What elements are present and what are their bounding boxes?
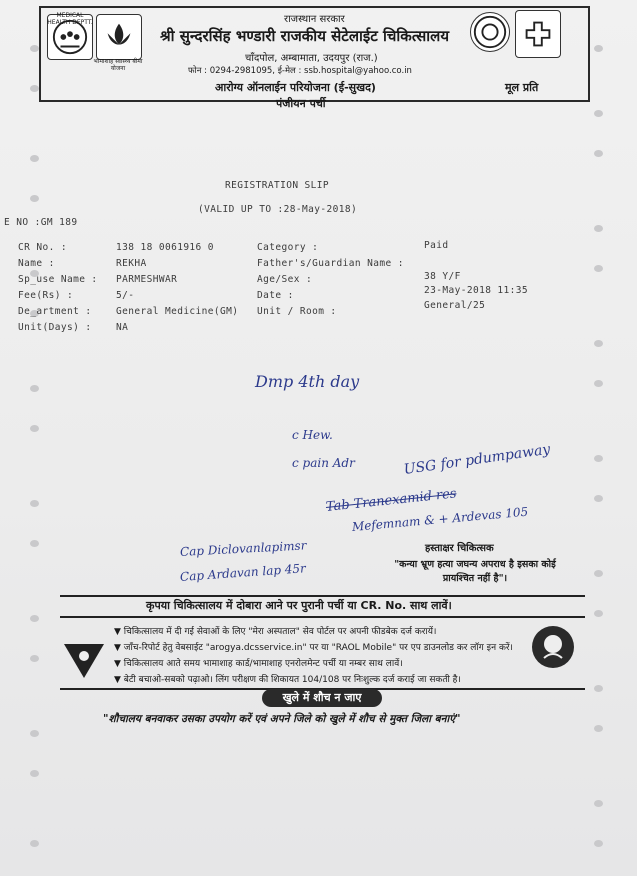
punch-hole [30, 500, 39, 507]
beti-bachao-logo [62, 642, 106, 680]
punch-hole [30, 385, 39, 392]
value-age-sex: 38 Y/F [424, 271, 461, 282]
punch-hole [594, 685, 603, 692]
punch-hole [30, 540, 39, 547]
bhamashah-bullet: ▼ चिकित्सालय आते समय भामाशाह कार्ड/भामाशाह एनरोलमेन्ट पर्ची या नम्बर साथ लावें। [114, 656, 403, 669]
value-name: REKHA [116, 258, 147, 269]
value-unit-days: NA [116, 322, 129, 333]
valid-upto: (VALID UP TO :28-May-2018) [198, 204, 358, 215]
handwritten-note: c pain Adr [292, 456, 355, 470]
punch-hole [594, 225, 603, 232]
logo-mid-caption: भामाशाह स्वास्थ्य बीमा योजना [93, 58, 143, 72]
label-date: Date : [257, 290, 294, 301]
punch-hole [594, 110, 603, 117]
value-spouse-name: PARMESHWAR [116, 274, 178, 285]
label-guardian-name: Father's/Guardian Name : [257, 258, 404, 269]
punch-hole [594, 610, 603, 617]
rajasthan-seal-logo [470, 12, 510, 52]
punch-hole [30, 155, 39, 162]
value-unit-room: General/25 [424, 300, 486, 311]
label-name: Name : [18, 258, 55, 269]
value-department: General Medicine(GM) [116, 306, 239, 317]
punch-hole [30, 195, 39, 202]
punch-hole [30, 770, 39, 777]
punch-hole [30, 85, 39, 92]
handwritten-note: Dmp 4th day [255, 372, 360, 391]
label-unit-room: Unit / Room : [257, 306, 337, 317]
notice-divider [60, 595, 585, 597]
label-cr-no: CR No. : [18, 242, 67, 253]
female-foeticide-quote: "कन्या भ्रूण हत्या जघन्य अपराध है इसका कोई प्रायश्चित नहीं है"। [394, 559, 556, 584]
feedback-bullet: ▼ चिकित्सालय में दी गई सेवाओं के लिए "मेरा अस्पताल" सेव पोर्टल पर अपनी फीडबेक दर्ज करायें। [114, 624, 436, 637]
handwritten-note: c Hew. [292, 428, 333, 442]
punch-hole [30, 45, 39, 52]
sex-test-bullet: ▼ बेटी बचाओ-सबको पढ़ाओ। लिंग परीक्षण की शिकायत 104/108 पर निःशुल्क दर्ज कराई जा सकती है। [114, 672, 461, 685]
logo-left-caption: MEDICAL HEALTH DEPTT. [47, 12, 93, 26]
handwritten-note: USG for pdumpaway [402, 441, 552, 478]
label-unit-days: Unit(Days) : [18, 322, 92, 333]
slip-title-hindi: पंजीयन पर्ची [276, 97, 326, 110]
bhamashah-insurance-logo [96, 14, 142, 60]
punch-hole [30, 655, 39, 662]
copy-label: मूल प्रति [505, 81, 539, 94]
hospital-address: चाँदपोल, अम्बामाता, उदयपुर (राज.) [245, 53, 378, 64]
value-date: 23-May-2018 11:35 [424, 285, 529, 296]
handwritten-note: Cap Ardavan lap 45r [179, 561, 307, 584]
handwritten-note: Tab Tranexamid res [325, 486, 458, 515]
punch-hole [30, 730, 39, 737]
label-department: De_artment : [18, 306, 92, 317]
label-fee: Fee(Rs) : [18, 290, 74, 301]
punch-hole [594, 840, 603, 847]
value-fee: 5/- [116, 290, 135, 301]
punch-hole [594, 570, 603, 577]
punch-hole [594, 725, 603, 732]
doctor-signature-label: हस्ताक्षर चिकित्सक [425, 543, 494, 554]
punch-hole [30, 425, 39, 432]
punch-hole [594, 800, 603, 807]
punch-hole [594, 455, 603, 462]
registration-slip-title: REGISTRATION SLIP [225, 180, 330, 191]
handwritten-note: Mefemnam & + Ardevas 105 [351, 504, 529, 534]
stop-female-foeticide-logo [532, 626, 574, 668]
punch-hole [594, 495, 603, 502]
label-category: Category : [257, 242, 319, 253]
value-category: Paid [424, 240, 449, 251]
value-cr-no: 138 18 0061916 0 [116, 242, 214, 253]
report-bullet: ▼ जाँच-रिपोर्ट हेतु वेबसाईट "arogya.dcsservice.in" पर या "RAOL Mobile" पर एप डाउनलोड कर लॉग इन करें। [114, 640, 513, 653]
arogya-cross-logo [515, 10, 561, 58]
govt-line: राजस्थान सरकार [284, 14, 345, 25]
project-name: आरोग्य ऑनलाईन परियोजना (ई-सुखद) [215, 81, 376, 94]
handwritten-note: Cap Diclovanlapimsr [179, 538, 307, 559]
punch-hole [594, 340, 603, 347]
punch-hole [594, 45, 603, 52]
toilet-slogan: "शौचालय बनवाकर उसका उपयोग करें एवं अपने जिले को खुले में शौच से मुक्त जिला बनाएं" [103, 713, 461, 725]
punch-hole [594, 265, 603, 272]
punch-hole [30, 615, 39, 622]
hospital-contact: फोन : 0294-2981095, ई-मेल : ssb.hospital@yahoo.co.in [188, 66, 412, 76]
hospital-name: श्री सुन्दरसिंह भण्डारी राजकीय सेटेलाईट चिकित्सालय [160, 27, 450, 45]
punch-hole [30, 840, 39, 847]
label-age-sex: Age/Sex : [257, 274, 313, 285]
notice-divider [60, 616, 585, 618]
punch-hole [594, 150, 603, 157]
bring-old-slip-notice: कृपया चिकित्सालय में दोबारा आने पर पुरानी पर्ची या CR. No. साथ लावें। [146, 599, 452, 612]
toilet-banner: खुले में शौच न जाए [262, 689, 382, 707]
e-number: E NO :GM 189 [4, 217, 78, 228]
punch-hole [594, 380, 603, 387]
label-spouse-name: Sp_use Name : [18, 274, 98, 285]
